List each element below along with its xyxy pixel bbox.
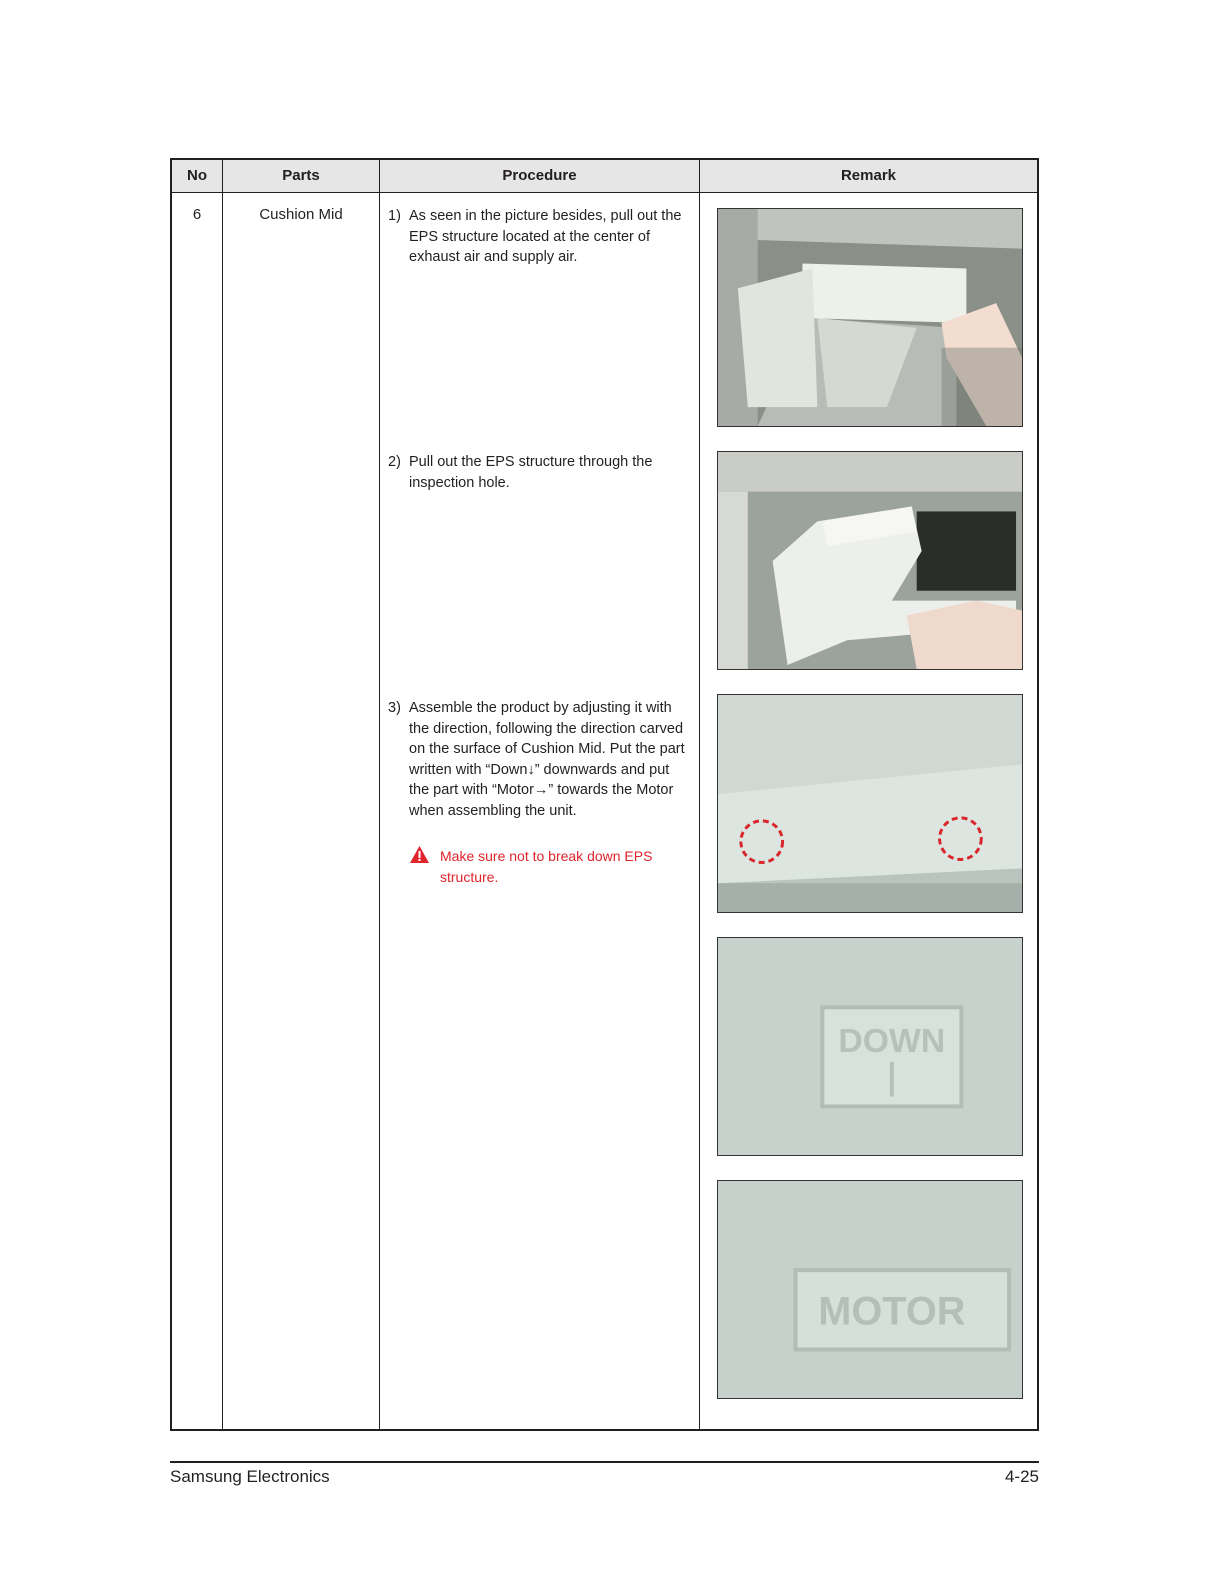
footer-page-number: 4-25: [1004, 1467, 1039, 1486]
header-parts: Parts: [282, 167, 320, 184]
step-text: As seen in the picture besides, pull out the EPS structure located at the center of exhaust air and supply air.: [409, 208, 682, 265]
caution-text: Make sure not to break down EPS structure.: [440, 848, 653, 885]
step-number: 1): [388, 208, 401, 224]
footer-divider: [170, 1461, 1039, 1463]
header-no: No: [187, 167, 207, 184]
header-remark: Remark: [840, 167, 897, 184]
part-name: Cushion Mid: [259, 206, 343, 223]
down-engraving-photo: [717, 937, 1023, 1156]
row-number: 6: [192, 206, 202, 223]
header-procedure: Procedure: [502, 167, 577, 184]
table-header-row: [172, 160, 1037, 193]
column-divider: [699, 160, 700, 1429]
procedure-table: [170, 158, 1039, 1431]
step-number: 2): [388, 454, 401, 470]
step-text: Pull out the EPS structure through the inspection hole.: [409, 454, 653, 491]
footer-company: Samsung Electronics: [170, 1467, 330, 1486]
step-text: Assemble the product by adjusting it with the direction, following the direction carved on the surface of Cushion Mid. Put the part written with “Down↓” downwards and put the part with “Motor→” towards the Motor when assembling the unit.: [409, 700, 685, 819]
motor-engraving-text: MOTOR: [818, 1289, 966, 1334]
column-divider: [379, 160, 380, 1429]
eps-pull-out-photo: [717, 208, 1023, 427]
down-engraving-text: DOWN: [838, 1021, 946, 1060]
column-divider: [222, 160, 223, 1429]
eps-inspection-hole-photo: [717, 451, 1023, 670]
step-number: 3): [388, 700, 401, 716]
motor-engraving-photo: [717, 1180, 1023, 1399]
warning-triangle-icon: [410, 846, 429, 863]
cushion-mid-marked-photo: [717, 694, 1023, 913]
